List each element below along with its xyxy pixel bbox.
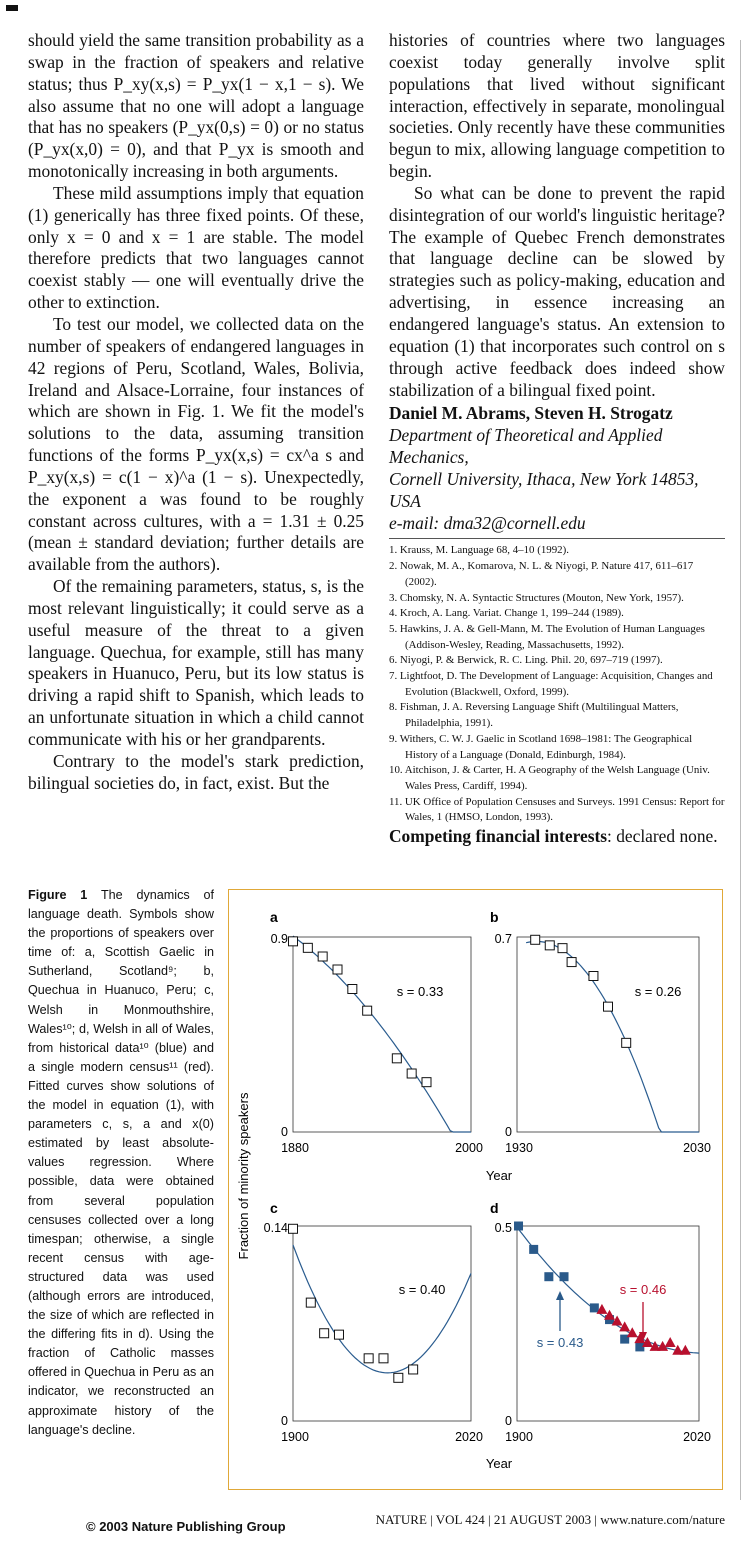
x-tick-label: 1900 [505,1430,533,1444]
data-point-square [409,1365,418,1374]
x-tick-label: 2020 [455,1430,483,1444]
affiliation-line: Department of Theoretical and Applied Mechanics, [389,425,663,468]
x-axis-label-bottom: Year [485,1456,513,1471]
paragraph: Of the remaining parameters, status, s, is the most relevant linguistically; it could serve as a useful measure of the threat to a given language. Quechua, for example, still has many speakers in Huanuco, Peru, but its low status is driving a rapid shift to Spanish, which leads to an unfortunate situation in which a child cannot communicate with his or her grandparents. [28,576,364,749]
data-point-square [364,1354,373,1363]
x-axis-label-top: Year [485,1168,513,1183]
figure-caption-title: Figure 1 [28,888,88,902]
panel-label: b [490,909,499,925]
data-point-red-triangle [665,1337,676,1347]
chart-axes-frame [293,1226,471,1421]
copyright-notice: © 2003 Nature Publishing Group [86,1519,286,1534]
data-point-square [604,1002,613,1011]
reference-item: 5. Hawkins, J. A. & Gell-Mann, M. The Evolution of Human Languages (Addison-Wesley, Reading, Massachusetts, 1992). [389,622,705,651]
data-point-blue-square [590,1303,599,1312]
paragraph: histories of countries where two languages coexist today generally involve split populations that lived without significant interaction, effectively in separate, monolingual societies. Only recently have these communities begun to mix, allowing language competition to begin. [389,30,725,182]
data-point-square [392,1054,401,1063]
status-annotation: s = 0.40 [398,1282,446,1297]
reference-item: 4. Kroch, A. Lang. Variat. Change 1, 199–244 (1989). [389,607,624,620]
chart-axes-frame [293,937,471,1132]
x-tick-label: 2030 [683,1141,711,1155]
data-point-square [545,941,554,950]
paragraph: These mild assumptions imply that equation (1) generically has three fixed points. Of these, only x = 0 and x = 1 are stable. The model therefore predicts that two languages cannot coexist stably — one will eventually drive the other to extinction. [28,182,364,313]
reference-item: 6. Niyogi, P. & Berwick, R. C. Ling. Phil. 20, 697–719 (1997). [389,654,663,667]
figure-caption-text: The dynamics of language death. Symbols show the proportions of speakers over time of: a, Scottish Gaelic in Sutherland, Scotland⁹; b, Quechua in Huanuco, Peru; c, Welsh in Monmouthshire, Wales¹⁰; d, Welsh in all of Wales, from historical data¹⁰ (blue) and a single modern census¹¹ (red). Fitted curves show solutions of the model in equation (1), with parameters c, s, a and x(0) estimated by least absolute-values regression. Where possible, data were obtained from several population censuses collected over a long timespan; otherwise, a single recent census with age-structured data was used (although errors are introduced, the size of which are reflected in the differing fits in d). Using the fraction of Catholic masses offered in Quechua in Peru as an indicator, we reconstructed an approximate history of the language's decline. [28,888,214,1437]
y-tick-label: 0.7 [494,932,512,946]
data-point-blue-square [560,1272,569,1281]
y-tick-label: 0 [505,1125,512,1139]
x-tick-label: 2020 [683,1430,711,1444]
data-point-square [422,1078,431,1087]
data-point-square [320,1329,329,1338]
paragraph: should yield the same transition probability as a swap in the fraction of speakers and relative status; thus P_xy(x,s) = P_yx(1 − x,1 − s). We also assume that no one will adopt a language that has no speakers (P_yx(0,s) = 0) or no status (P_yx(x,0) = 0), and that P_yx is smooth and monotonically increasing in both arguments. [28,30,364,182]
reference-item: 3. Chomsky, N. A. Syntactic Structures (Mouton, New York, 1957). [389,591,684,604]
journal-footer: NATURE | VOL 424 | 21 AUGUST 2003 | www.nature.com/nature [375,1512,725,1527]
data-point-square [303,943,312,952]
y-tick-label: 0 [281,1414,288,1428]
reference-item: 2. Nowak, M. A., Komarova, N. L. & Niyogi, P. Nature 417, 611–617 (2002). [389,560,694,588]
competing-interests-label: Competing financial interests [389,826,608,847]
data-point-square [306,1298,315,1307]
annotation-arrowhead-blue [556,1291,564,1300]
x-tick-label: 1930 [505,1141,533,1155]
paragraph: To test our model, we collected data on the number of speakers of endangered languages in 42 regions of Peru, Scotland, Wales, Bolivia, Ireland and Alsace-Lorraine, four instances of which are shown in Fig. 1. We fit the model's solutions to the data, assuming transition functions of the forms P_yx(x,s) = cx^a s and P_xy(x,s) = c(1 − x)^a (1 − s). Unexpectedly, the exponent a was found to be roughly constant across cultures, with a = 1.31 ± 0.25 (mean ± standard deviation; further details are available from the authors). [28,313,364,575]
affiliation-line: Cornell University, Ithaca, New York 14853, USA [389,468,699,511]
reference-item: 10. Aitchison, J. & Carter, H. A Geography of the Welsh Language (Univ. Wales Press, Cardiff, 1994). [389,764,710,792]
data-point-square [622,1038,631,1047]
data-point-square [407,1069,416,1078]
data-point-square [558,944,567,953]
paragraph: So what can be done to prevent the rapid disintegration of our world's linguistic heritage? The example of Quebec French demonstrates that language decline can be slowed by strategies such as policy-making, education and advertising, in essence increasing an endangered language's status. An extension to equation (1) that incorporates such control on s through active feedback does indeed show stabilization of a bilingual fixed point. [389,182,725,400]
status-annotation-blue: s = 0.43 [536,1335,584,1350]
data-point-square [531,935,540,944]
y-tick-label: 0.9 [270,932,288,946]
x-tick-label: 2000 [455,1141,483,1155]
y-axis-label: Fraction of minority speakers [236,1092,251,1260]
author-email[interactable]: e-mail: dma32@cornell.edu [389,512,586,533]
data-point-square [589,972,598,981]
data-point-square [289,1224,298,1233]
reference-item: 8. Fishman, J. A. Reversing Language Shift (Multilingual Matters, Philadelphia, 1991). [389,701,679,730]
data-point-square [318,952,327,961]
author-names: Daniel M. Abrams, Steven H. Strogatz [389,403,673,424]
data-point-blue-square [544,1272,553,1281]
y-tick-label: 0.5 [494,1221,512,1235]
status-annotation: s = 0.33 [396,984,444,999]
competing-interests-text: : declared none. [607,826,718,847]
fitted-curve [293,936,471,1132]
data-point-blue-square [529,1245,538,1254]
paragraph: Contrary to the model's stark prediction, bilingual societies do, in fact, exist. But the [28,750,364,793]
reference-item: 1. Krauss, M. Language 68, 4–10 (1992). [389,544,569,557]
data-point-square [394,1373,403,1382]
y-tick-label: 0 [281,1125,288,1139]
status-annotation: s = 0.26 [634,984,682,999]
x-tick-label: 1880 [281,1141,309,1155]
panel-label: c [270,1200,278,1216]
y-tick-label: 0 [505,1414,512,1428]
data-point-square [348,985,357,994]
data-point-red-triangle [680,1345,691,1355]
data-point-square [333,965,342,974]
reference-item: 7. Lightfoot, D. The Development of Language: Acquisition, Changes and Evolution (Blackwell, Oxford, 1999). [389,670,713,698]
reference-item: 9. Withers, C. W. J. Gaelic in Scotland 1698–1981: The Geographical History of a Language (Donald, Edinburgh, 1984). [389,732,693,761]
data-point-square [379,1354,388,1363]
data-point-square [363,1006,372,1015]
data-point-blue-square [514,1222,523,1231]
data-point-square [567,958,576,967]
status-annotation-red: s = 0.46 [619,1282,667,1297]
panel-label: a [270,909,278,925]
panel-label: d [490,1200,499,1216]
data-point-square [289,937,298,946]
reference-item: 11. UK Office of Population Censuses and Surveys. 1991 Census: Report for Wales, 1 (HMSO, London, 1993). [389,795,725,824]
chart-axes-frame [517,937,699,1132]
data-point-square [334,1330,343,1339]
fitted-curve [526,941,699,1132]
x-tick-label: 1900 [281,1430,309,1444]
y-tick-label: 0.14 [263,1221,288,1235]
